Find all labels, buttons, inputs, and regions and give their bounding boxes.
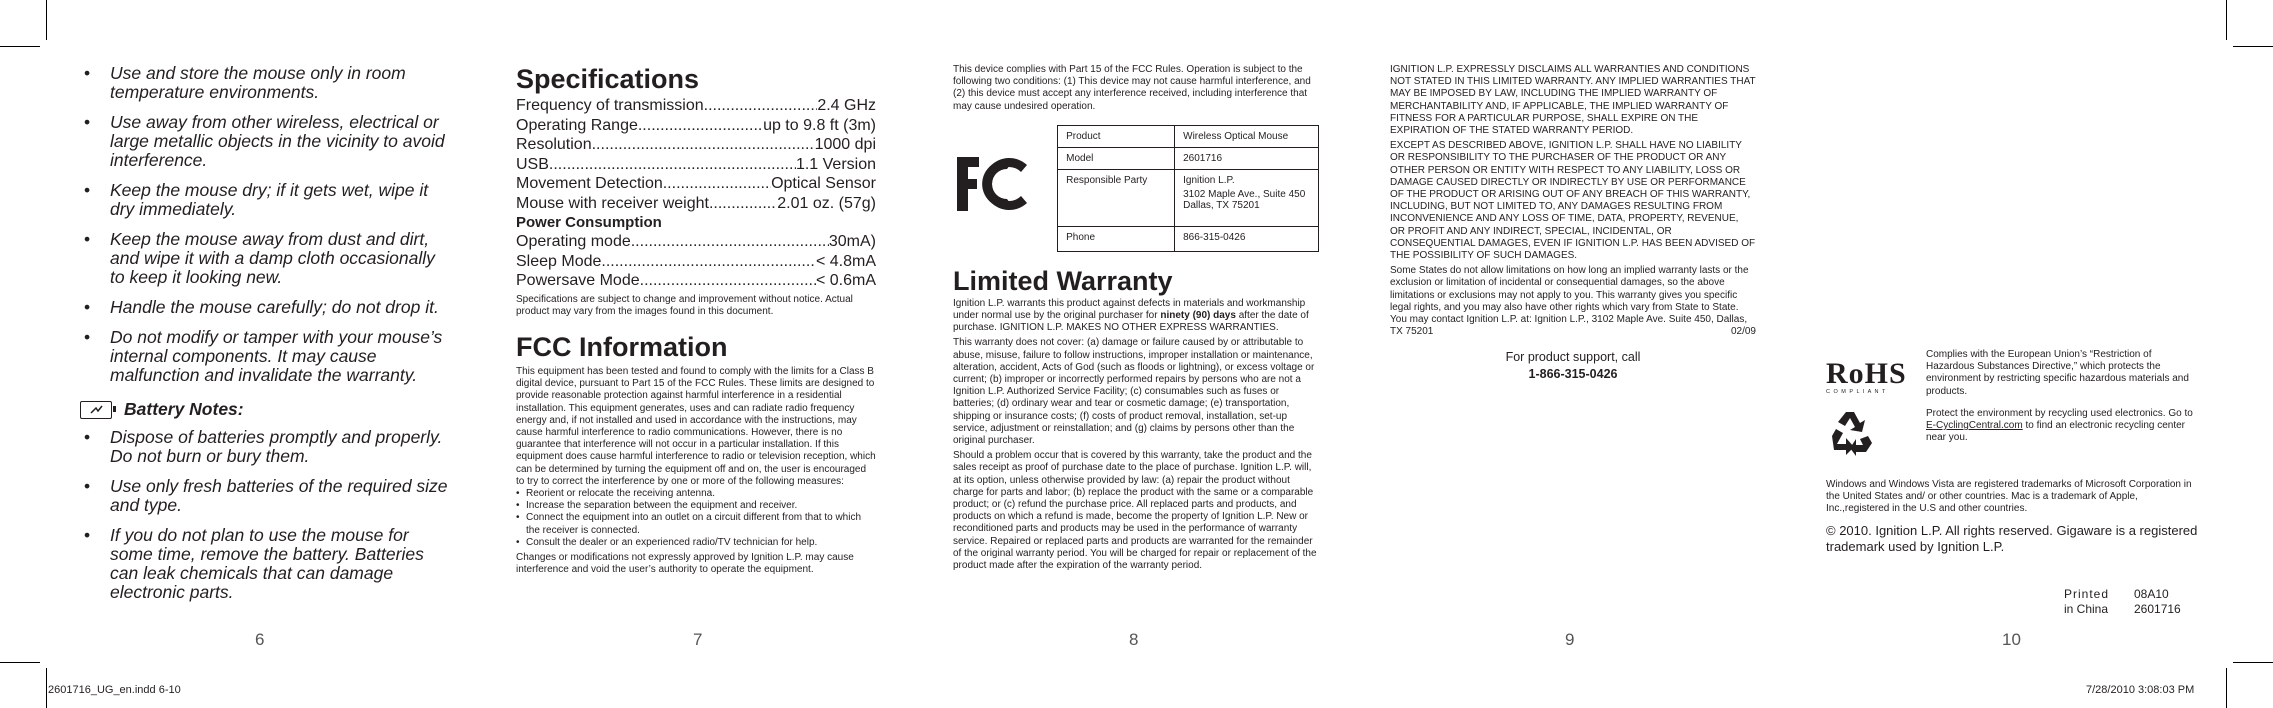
spec-row (516, 155, 876, 175)
spec-label: Sleep Mode (516, 252, 602, 270)
list-item: • Use only fresh batteries of the required size and type. (82, 477, 452, 515)
table-cell: Phone (1058, 226, 1175, 251)
spec-row (516, 252, 876, 272)
fcc-logo (953, 153, 1045, 223)
rohs-logo-text: RoHS (1826, 357, 1907, 390)
leader-dots (709, 194, 777, 214)
list-item: • Increase the separation between the equipment and receiver. (516, 500, 798, 512)
list-item: • Consult the dealer or an experienced radio/TV technician for help. (516, 536, 818, 548)
china-label: in China (2064, 602, 2109, 616)
list-item: • If you do not plan to use the mouse for some time, remove the battery. Batteries can leak chemicals that can damage electronic parts. (82, 526, 452, 602)
table-row (1058, 125, 1319, 147)
fcc-paragraph: This equipment has been tested and found to comply with the limits for a Class B digital device, pursuant to Part 15 of the FCC Rules. These limits are designed to provide reasonable protection against harmful interference in a residential installation. This equipment generates, uses and can radiate radio frequency energy and, if not installed and used in accordance with the instructions, may cause harmful interference to radio communications. However, there is no guarantee that interference will not occur in a particular installation. If this equipment does cause harmful interference to radio or television reception, which can be determined by turning the equipment off and on, the user is encouraged to try to correct the interference by one or more of the following measures: (516, 365, 876, 487)
page-8-column (953, 64, 1319, 575)
spec-value: Optical Sensor (771, 175, 876, 192)
spec-row (516, 194, 876, 214)
party-city: Dallas, TX 75201 (1183, 199, 1260, 211)
page-number: 6 (255, 630, 265, 649)
liability-paragraph: EXCEPT AS DESCRIBED ABOVE, IGNITION L.P. SHALL HAVE NO LIABILITY OR RESPONSIBILITY TO THE PURCHASER OF THE PRODUCT OR ANY OTHER PERSON OR ENTITY WITH RESPECT TO ANY LIABILITY, LOSS OR DAMAGE CAUSED DIRECTLY OR INDIRECTLY BY USE OR PERFORMANCE OF THE PRODUCT OR ARISING OUT OF ANY BREACH OF THIS WARRANTY, INCLUDING, BUT NOT LIMITED TO, ANY DAMAGES RESULTING FROM INCONVENIENCE AND ANY LOSS OF TIME, DATA, PROPERTY, REVENUE, OR PROFIT AND ANY INDIRECT, SPECIAL, INCIDENTAL, OR CONSEQUENTIAL DAMAGES, EVEN IF IGNITION L.P. HAS BEEN ADVISED OF THE POSSIBILITY OF SUCH DAMAGES. (1390, 140, 1756, 262)
leader-dots (663, 174, 771, 194)
spec-row (516, 271, 876, 291)
warranty-period: ninety (90) days (1160, 310, 1236, 322)
list-item: • Use and store the mouse only in room temperature environments. (82, 64, 452, 102)
limited-warranty-heading: Limited Warranty (953, 265, 1173, 296)
spec-list (516, 96, 876, 213)
spec-value: 2.01 oz. (57g) (777, 194, 876, 212)
spec-row (516, 174, 876, 194)
party-name: Ignition L.P. (1183, 174, 1235, 186)
list-item: • Handle the mouse carefully; do not drop it. (82, 298, 452, 317)
table-cell: Wireless Optical Mouse (1175, 125, 1319, 147)
leader-dots (592, 135, 815, 155)
spec-label: Operating mode (516, 233, 631, 250)
printed-code: 08A10 (2134, 587, 2169, 601)
spec-label: Frequency of transmission (516, 97, 704, 114)
spec-value: 30mA) (828, 233, 876, 250)
product-info-table (1057, 125, 1319, 252)
printed-label: Printed (2064, 587, 2110, 601)
table-row (1058, 147, 1319, 169)
product-code: 2601716 (2134, 602, 2181, 616)
list-item: • Do not modify or tamper with your mouse’s internal components. It may cause malfunction and invalidate the warranty. (82, 328, 452, 385)
battery-icon (80, 401, 112, 419)
leader-dots (631, 232, 829, 252)
state-rights-paragraph: Some States do not allow limitations on how long an implied warranty lasts or the exclusion or limitation of incidental or consequential damages, so the above limitations or exclusions may not apply to you. This warranty gives you specific legal rights, and you may also have other rights which vary from State to State. You may contact Ignition L.P. at: Ignition L.P., 3102 Maple Ave. Suite 450, Dallas, TX 75201 02/09 (1390, 265, 1756, 338)
crop-mark (2226, 668, 2227, 708)
print-info (2064, 587, 2181, 617)
party-address: 3102 Maple Ave., Suite 450 (1183, 188, 1306, 200)
copyright-notice: © 2010. Ignition L.P. All rights reserved. Gigaware is a registered trademark used by Ignition L.P. (1826, 523, 2198, 555)
leader-dots (638, 116, 763, 136)
battery-bullets (82, 428, 452, 602)
spec-label: Operating Range (516, 116, 638, 134)
leader-dots (640, 271, 816, 291)
leader-dots (549, 155, 796, 175)
list-item: • Connect the equipment into an outlet on a circuit different from that to which the receiver is connected. (516, 512, 862, 536)
fcc-logo-graphic (953, 153, 1033, 215)
spec-note: Specifications are subject to change and improvement without notice. Actual product may vary from the images found in this document. (516, 293, 853, 317)
support-phone: 1-866-315-0426 (1528, 367, 1618, 382)
spec-label: Resolution (516, 136, 592, 153)
spec-value: up to 9.8 ft (3m) (763, 116, 876, 134)
recycle-text: Protect the environment by recycling used electronics. Go to E-CyclingCentral.com to find an electronic recycling center near you. (1926, 407, 2193, 444)
fcc-information-heading: FCC Information (516, 331, 728, 362)
spec-label: Powersave Mode (516, 272, 640, 289)
rohs-compliant-text: C O M P L I A N T (1826, 389, 1887, 395)
support-label: For product support, call (1505, 350, 1641, 365)
rohs-text: Complies with the European Union’s “Restriction of Hazardous Substances Directive,” which protects the environment by restricting specific hazardous materials and products. (1926, 349, 2189, 397)
spec-value: 1000 dpi (814, 136, 876, 153)
crop-mark (46, 668, 47, 708)
table-cell: 866-315-0426 (1175, 226, 1319, 251)
crop-mark (2233, 46, 2273, 47)
recycle-icon (1826, 408, 1886, 461)
power-list (516, 232, 876, 291)
warranty-intro: Ignition L.P. warrants this product against defects in materials and workmanship under normal use by the original purchaser for ninety (90) days after the date of purchase. IGNITION L.P. MAKES NO OTHER EXPRESS WARRANTIES. (953, 297, 1309, 334)
list-item: • Keep the mouse dry; if it gets wet, wipe it dry immediately. (82, 181, 452, 219)
leader-dots (601, 252, 816, 272)
crop-mark (0, 46, 40, 47)
spec-value: 2.4 GHz (817, 97, 876, 114)
table-row (1058, 169, 1319, 226)
spec-row (516, 96, 876, 116)
table-cell (1175, 169, 1319, 226)
slug-filename: 2601716_UG_en.indd 6-10 (48, 684, 181, 696)
warranty-exclusions: This warranty does not cover: (a) damage or failure caused by or attributable to abuse, misuse, failure to follow instructions, improper installation or maintenance, alteration, accident, Acts of God (such as floods or lightning), or excess voltage or current; (b) improper or incorrectly performed repairs by persons who are not a Ignition L.P. Authorized Service Facility; (c) consumables such as fuses or batteries; (d) ordinary wear and tear or cosmetic damage; (e) transportation, shipping or insurance costs; (f) costs of product removal, installation, set-up service, adjustment or reinstallation; and (g) claims by persons other than the original purchaser. (953, 337, 1315, 447)
document-code: 02/09 (1730, 326, 1756, 338)
page-number: 8 (1129, 630, 1139, 649)
slug-timestamp: 7/28/2010 3:08:03 PM (2086, 684, 2195, 696)
spec-value: 1.1 Version (795, 155, 876, 173)
spec-label: USB (516, 155, 549, 173)
recycle-icon-graphic (1826, 408, 1874, 456)
table-cell: Model (1058, 147, 1175, 169)
warranty-remedies: Should a problem occur that is covered by this warranty, take the product and the sales receipt as proof of purchase date to the place of purchase. Ignition L.P. will, at its option, unless otherwise provided by law: (a) repair the product without charge for parts and labor; (b) replace the product with the same or a comparable product; or (c) refund the purchase price. All replaced parts and products, and products on which a refund is made, become the property of Ignition L.P. New or reconditioned parts and products may be used in the performance of warranty service. Repaired or replaced parts and products are warranted for the remainder of the original warranty period. You will be charged for repair or replacement of the product made after the expiration of the warranty period. (953, 450, 1317, 572)
leader-dots (704, 96, 818, 116)
spec-value: < 4.8mA (815, 252, 876, 270)
list-item: • Reorient or relocate the receiving antenna. (516, 487, 716, 499)
ecycling-link[interactable]: E-CyclingCentral.com (1926, 420, 2023, 432)
page-7-column (516, 64, 876, 576)
spec-value: < 0.6mA (815, 272, 876, 289)
crop-mark (2233, 662, 2273, 663)
rohs-logo (1826, 349, 1914, 395)
list-item: • Use away from other wireless, electrical or large metallic objects in the vicinity to avoid interference. (82, 113, 452, 170)
spec-row (516, 116, 876, 136)
power-consumption-heading: Power Consumption (516, 214, 662, 231)
table-cell: Responsible Party (1058, 169, 1175, 226)
care-bullets (82, 64, 452, 385)
page-9-column (1390, 64, 1756, 381)
spec-row (516, 135, 876, 155)
fcc-compliance-intro: This device complies with Part 15 of the FCC Rules. Operation is subject to the following two conditions: (1) This device may not cause harmful interference, and (2) this device must accept any interference received, including interference that may cause undesired operation. (953, 64, 1311, 112)
page-6-column (82, 64, 452, 613)
spec-row (516, 232, 876, 252)
page-10-column (1826, 349, 2198, 616)
spec-label: Movement Detection (516, 175, 663, 192)
crop-mark (0, 662, 40, 663)
specifications-heading: Specifications (516, 64, 700, 94)
table-cell: Product (1058, 125, 1175, 147)
battery-notes-heading (80, 399, 452, 420)
spec-label: Mouse with receiver weight (516, 194, 709, 212)
trademark-notice: Windows and Windows Vista are registered trademarks of Microsoft Corporation in the United States and/ or other countries. Mac is a trademark of Apple, Inc.,registered in the U.S and other countries. (1826, 478, 2192, 515)
page-number: 10 (2002, 630, 2021, 649)
fcc-modifications-note: Changes or modifications not expressly approved by Ignition L.P. may cause interference and void the user’s authority to operate the equipment. (516, 551, 854, 576)
page-number: 7 (693, 630, 703, 649)
table-cell: 2601716 (1175, 147, 1319, 169)
crop-mark (2226, 0, 2227, 40)
disclaimer-paragraph: IGNITION L.P. EXPRESSLY DISCLAIMS ALL WARRANTIES AND CONDITIONS NOT STATED IN THIS LIMITED WARRANTY. ANY IMPLIED WARRANTIES THAT MAY BE IMPOSED BY LAW, INCLUDING THE IMPLIED WARRANTY OF MERCHANTABILITY AND, IF APPLICABLE, THE IMPLIED WARRANTY OF FITNESS FOR A PARTICULAR PURPOSE, SHALL EXPIRE ON THE EXPIRATION OF THE STATED WARRANTY PERIOD. (1390, 64, 1756, 137)
battery-notes-title: Battery Notes: (124, 399, 244, 419)
list-item: • Dispose of batteries promptly and properly. Do not burn or bury them. (82, 428, 452, 466)
page-number: 9 (1565, 630, 1575, 649)
list-item: • Keep the mouse away from dust and dirt, and wipe it with a damp cloth occasionally to keep it looking new. (82, 230, 452, 287)
fcc-measures-list (516, 488, 876, 549)
crop-mark (46, 0, 47, 40)
table-row (1058, 226, 1319, 251)
